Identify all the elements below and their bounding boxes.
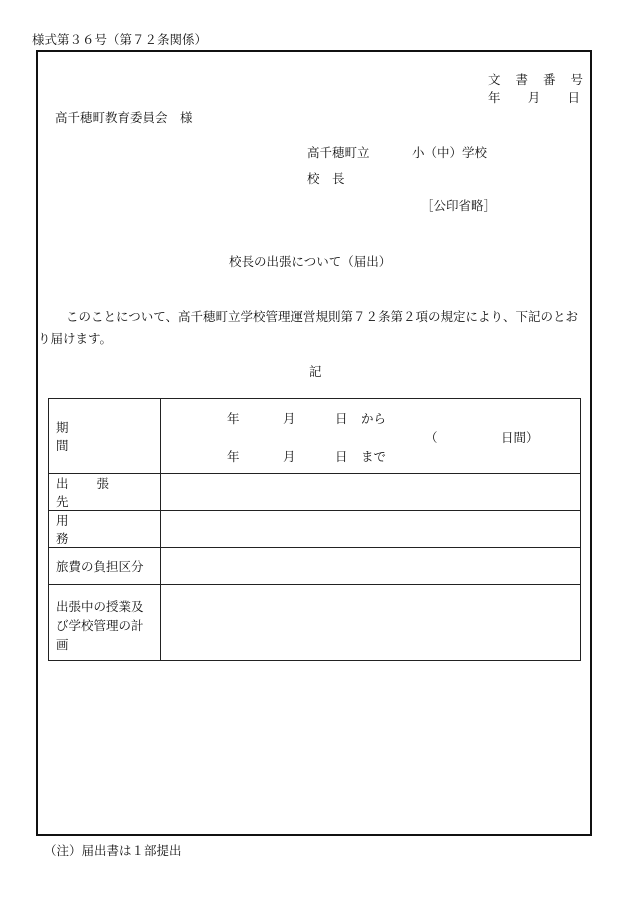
to-made: まで <box>361 449 387 464</box>
duty-label-cell <box>49 511 161 548</box>
subject: 校長の出張について（届出） <box>229 254 392 269</box>
to-year: 年 <box>227 449 240 464</box>
plan-label-line-3: 画 <box>56 637 69 652</box>
date-line <box>488 92 580 105</box>
from-month: 月 <box>283 411 296 426</box>
date-year: 年 <box>488 90 501 105</box>
period-label-cell <box>49 399 161 474</box>
to-day: 日 <box>335 449 348 464</box>
detail-table <box>48 398 581 661</box>
doc-number-label <box>488 72 599 87</box>
expense-value-cell[interactable] <box>161 548 581 585</box>
issuer-title: 校 長 <box>307 171 345 186</box>
table-row-plan <box>49 585 581 661</box>
destination-label: 出張先 <box>56 476 138 509</box>
days-label: 日間） <box>501 430 539 445</box>
expense-label-cell <box>49 548 161 585</box>
to-month: 月 <box>283 449 296 464</box>
issuer-school-suffix: 小（中）学校 <box>412 145 488 160</box>
table-row-period <box>49 399 581 474</box>
plan-label-line-2: び学校管理の計 <box>56 618 144 633</box>
from-day: 日 <box>335 411 348 426</box>
table-row-duty <box>49 511 581 548</box>
days-open-paren: （ <box>425 430 438 445</box>
duty-label: 用務 <box>56 513 137 546</box>
plan-value-cell[interactable] <box>161 585 581 661</box>
date-month: 月 <box>527 90 541 105</box>
duty-value-cell[interactable] <box>161 511 581 548</box>
plan-label-line-1: 出張中の授業及 <box>56 599 144 614</box>
table-row-expense <box>49 548 581 585</box>
destination-value-cell[interactable] <box>161 474 581 511</box>
expense-label: 旅費の負担区分 <box>56 559 144 574</box>
form-number: 様式第３６号（第７２条関係） <box>32 32 208 47</box>
period-value-cell[interactable] <box>161 399 581 474</box>
period-label: 期間 <box>56 420 137 453</box>
from-kara: から <box>361 411 387 426</box>
date-day: 日 <box>567 90 580 105</box>
issuer-school-prefix: 高千穂町立 <box>307 145 370 160</box>
seal-note: ［公印省略］ <box>421 198 497 213</box>
destination-label-cell <box>49 474 161 511</box>
ki-label: 記 <box>309 364 322 379</box>
from-year: 年 <box>227 411 240 426</box>
table-row-destination <box>49 474 581 511</box>
addressee: 高千穂町教育委員会 様 <box>55 110 193 125</box>
body-text: このことについて、高千穂町立学校管理運営規則第７２条第２項の規定により、下記のとおり届けます。 <box>38 309 579 346</box>
footnote: （注）届出書は１部提出 <box>44 843 182 858</box>
doc-number-char-1: 文書番号 <box>488 72 599 87</box>
plan-label-cell <box>49 585 161 661</box>
